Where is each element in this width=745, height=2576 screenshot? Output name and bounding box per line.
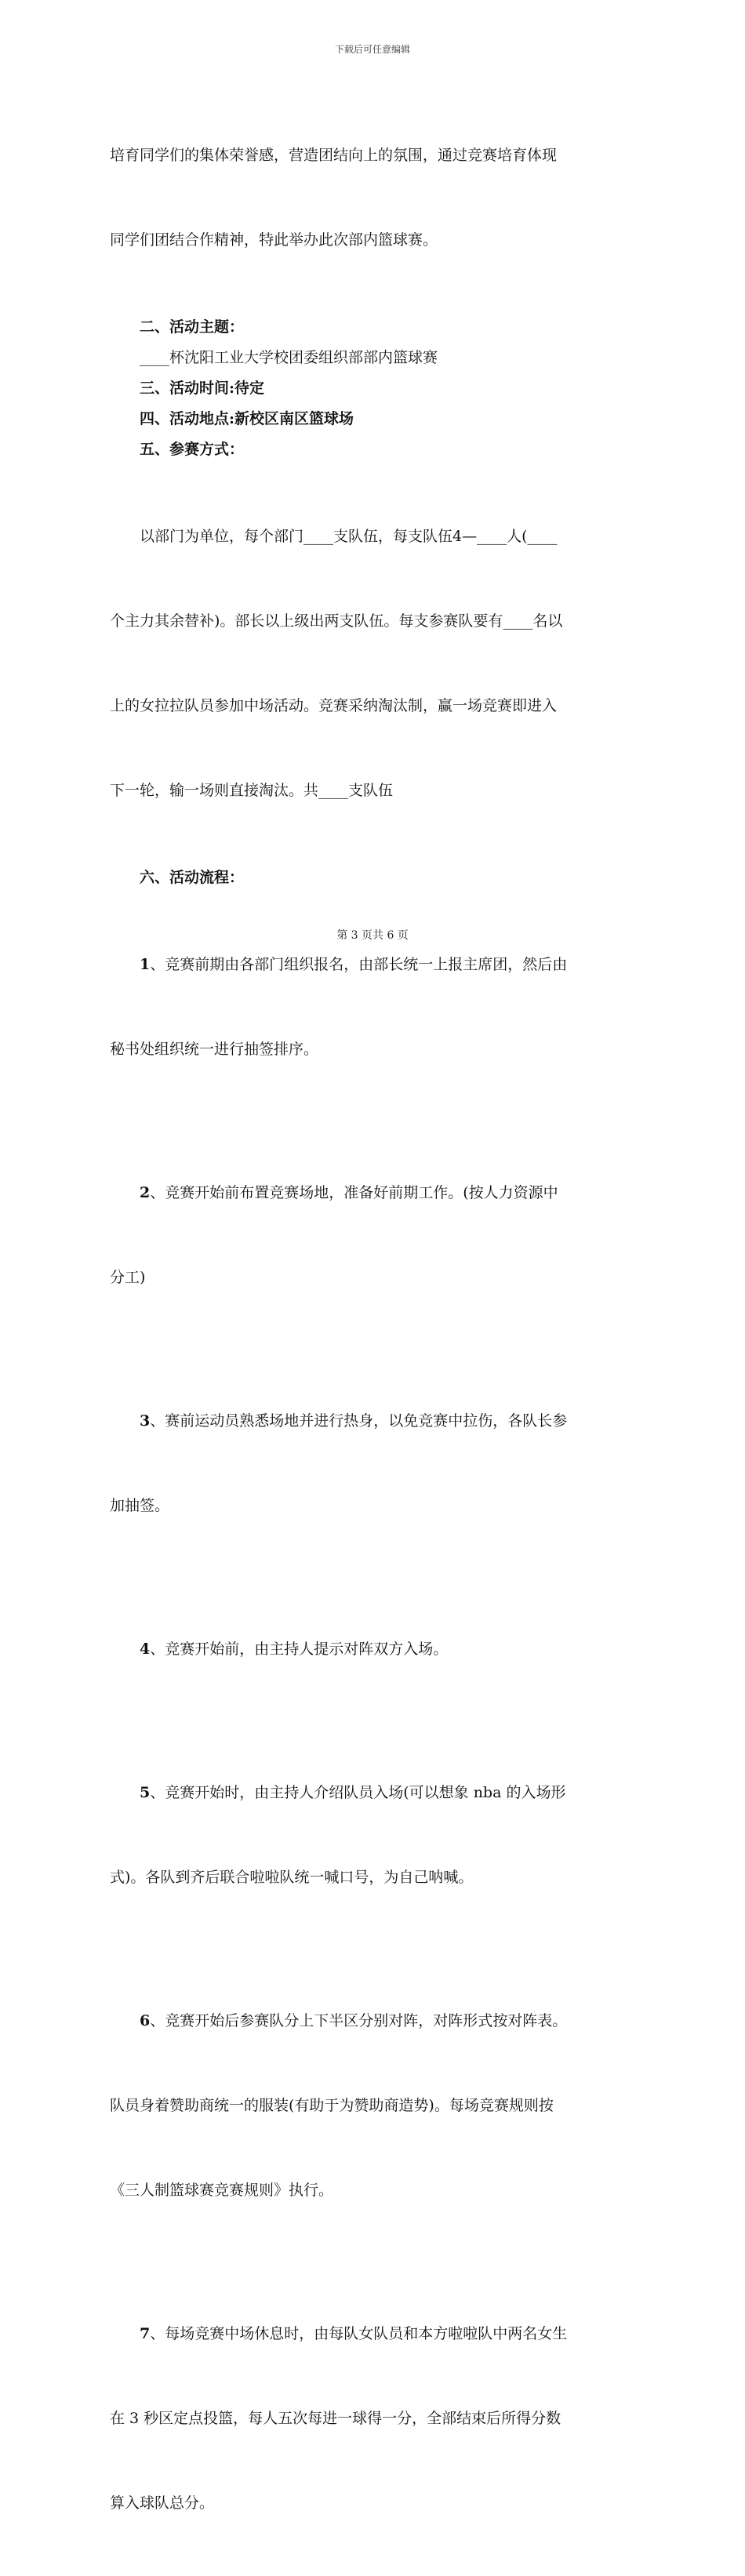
text-line: 下一轮，输一场则直接淘汰。共____支队伍 [110, 782, 394, 799]
text-line: 在 3 秒区定点投篮，每人五次每进一球得一分，全部结束后所得分数 [110, 2410, 561, 2427]
text-line: 以部门为单位，每个部门____支队伍，每支队伍4—____人(____ [140, 528, 558, 545]
step-paragraph [110, 2263, 635, 2574]
text-line: 《三人制篮球赛竞赛规则》执行。 [110, 2182, 334, 2199]
method-paragraph [110, 466, 635, 861]
section-heading-theme: 二、活动主题： [140, 318, 245, 336]
step-text: 、每场竞赛中场休息时，由每队女队员和本方啦啦队中两名女生 [150, 2325, 568, 2342]
step-text: 、赛前运动员熟悉场地并进行热身，以免竞赛中拉伤，各队长参 [150, 1412, 568, 1430]
text-line [110, 1635, 635, 1663]
text-line: 培育同学们的集体荣誉感，营造团结向上的氛围，通过竞赛培育体现 [110, 147, 558, 164]
step-number: 7 [140, 2325, 151, 2342]
text-line [110, 950, 635, 979]
text-line: 分工) [110, 1269, 146, 1286]
step-number: 4 [140, 1640, 151, 1658]
step-number: 6 [140, 2012, 151, 2029]
step-number: 3 [140, 1412, 151, 1430]
text-line: 上的女拉拉队员参加中场活动。竞赛采纳淘汰制，赢一场竞赛即进入 [110, 697, 558, 714]
text-line: 加抽签。 [110, 1497, 170, 1514]
step-number: 1 [140, 956, 151, 973]
step-paragraph [110, 1122, 635, 1348]
text-line [110, 2007, 635, 2035]
text-line [110, 1179, 635, 1207]
step-paragraph [110, 1579, 635, 1720]
step-paragraph [110, 1950, 635, 2261]
document-body [110, 85, 635, 2576]
step-text: 、竞赛前期由各部门组织报名，由部长统一上报主席团，然后由 [150, 956, 568, 973]
section-heading-process: 六、活动流程： [140, 869, 245, 886]
intro-paragraph [110, 85, 635, 311]
text-line: 个主力其余替补)。部长以上级出两支队伍。每支参赛队要有____名以 [110, 612, 563, 630]
step-text: 、竞赛开始前布置竞赛场地，准备好前期工作。(按人力资源中 [150, 1184, 558, 1201]
text-line: 算入球队总分。 [110, 2494, 215, 2512]
theme-text: ____杯沈阳工业大学校团委组织部部内篮球赛 [140, 349, 438, 366]
section-heading-method: 五、参赛方式： [140, 441, 245, 458]
step-number: 5 [140, 1784, 151, 1801]
text-line [110, 2320, 635, 2348]
text-line: 队员身着赞助商统一的服装(有助于为赞助商造势)。每场竞赛规则按 [110, 2097, 554, 2114]
text-line [110, 1407, 635, 1435]
text-line: 秘书处组织统一进行抽签排序。 [110, 1041, 319, 1058]
page-footer: 第 3 页共 6 页 [336, 929, 409, 942]
page-header: 下载后可任意编辑 [334, 44, 410, 55]
text-line: 式)。各队到齐后联合啦啦队统一喊口号，为自己呐喊。 [110, 1869, 474, 1886]
step-number: 2 [140, 1184, 151, 1201]
text-line [110, 1778, 635, 1807]
section-heading-time: 三、活动时间:待定 [140, 380, 265, 397]
step-paragraph [110, 1350, 635, 1576]
text-line: 同学们团结合作精神，特此举办此次部内篮球赛。 [110, 231, 438, 249]
step-paragraph [110, 1722, 635, 1948]
step-text: 、竞赛开始时，由主持人介绍队员入场(可以想象 nba 的入场形 [150, 1784, 566, 1801]
section-heading-location: 四、活动地点:新校区南区篮球场 [140, 410, 354, 427]
step-text: 、竞赛开始前，由主持人提示对阵双方入场。 [150, 1640, 449, 1658]
step-text: 、竞赛开始后参赛队分上下半区分别对阵，对阵形式按对阵表。 [150, 2012, 568, 2029]
